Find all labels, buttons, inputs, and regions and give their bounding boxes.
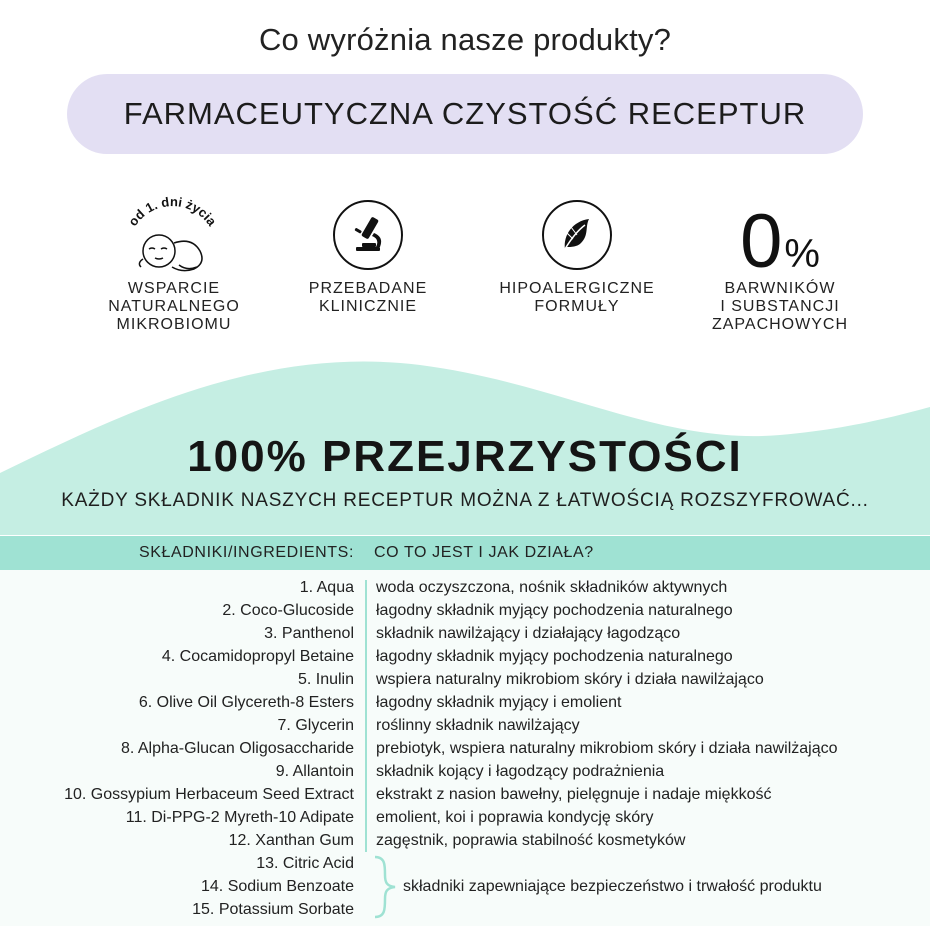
- table-row: [0, 576, 930, 599]
- ingredient-name: 2. Coco-Glucoside: [222, 602, 354, 619]
- table-row: [0, 852, 930, 875]
- feature-clinically-tested: [268, 190, 468, 316]
- ingredient-name: 1. Aqua: [299, 579, 354, 596]
- ingredient-description: woda oczyszczona, nośnik składników aktywnych: [376, 579, 728, 596]
- feature-label-line: FORMUŁY: [534, 298, 620, 315]
- curly-brace-icon: [371, 855, 401, 919]
- ingredient-description: ekstrakt z nasion bawełny, pielęgnuje i nadaje miękkość: [376, 786, 772, 803]
- table-row: [0, 898, 930, 921]
- ingredient-name: 8. Alpha-Glucan Oligosaccharide: [120, 740, 354, 757]
- ingredient-description: łagodny składnik myjący pochodzenia naturalnego: [376, 602, 733, 619]
- ingredient-name: 4. Cocamidopropyl Betaine: [161, 648, 354, 665]
- ingredient-name: 11. Di-PPG-2 Myreth-10 Adipate: [125, 809, 354, 826]
- group-description: składniki zapewniające bezpieczeństwo i trwałość produktu: [403, 878, 822, 895]
- table-header-band: [0, 536, 930, 570]
- ingredient-description: składnik kojący i łagodzący podrażnienia: [376, 763, 665, 780]
- column-header-description: CO TO JEST I JAK DZIAŁA?: [374, 544, 594, 561]
- ingredient-name: 7. Glycerin: [277, 717, 354, 734]
- feature-label-line: BARWNIKÓW: [724, 280, 836, 297]
- ingredient-name: 15. Potassium Sorbate: [192, 901, 354, 918]
- feature-label-line: I SUBSTANCJI: [720, 298, 840, 315]
- feature-label-line: PRZEBADANE: [308, 280, 428, 297]
- transparency-subheadline: KAŻDY SKŁADNIK NASZYCH RECEPTUR MOŻNA Z ŁATWOŚCIĄ ROZSZYFROWAĆ...: [61, 490, 869, 511]
- ingredient-name: 14. Sodium Benzoate: [201, 878, 354, 895]
- purity-banner-text: FARMACEUTYCZNA CZYSTOŚĆ RECEPTUR: [123, 96, 807, 131]
- ingredient-name: 9. Allantoin: [275, 763, 354, 780]
- table-row: [0, 760, 930, 783]
- table-row: [0, 714, 930, 737]
- table-row: [0, 806, 930, 829]
- ingredient-description: łagodny składnik myjący i emolient: [376, 694, 622, 711]
- ingredient-description: wspiera naturalny mikrobiom skóry i działa nawilżająco: [376, 671, 764, 688]
- transparency-headline: 100% PRZEJRZYSTOŚCI: [187, 432, 743, 481]
- ingredient-description: prebiotyk, wspiera naturalny mikrobiom skóry i działa nawilżająco: [376, 740, 838, 757]
- ingredient-name: 10. Gossypium Herbaceum Seed Extract: [64, 786, 354, 803]
- feather-icon: [542, 200, 612, 270]
- ingredient-name: 13. Citric Acid: [256, 855, 354, 872]
- feature-microbiome: [74, 190, 274, 334]
- table-row: [0, 599, 930, 622]
- percent-sign: %: [784, 232, 820, 276]
- feature-label-line: HIPOALERGICZNE: [499, 280, 655, 297]
- ingredient-description: emolient, koi i poprawia kondycję skóry: [376, 809, 654, 826]
- ingredient-description: składnik nawilżający i działający łagodząco: [376, 625, 681, 642]
- table-row: [0, 737, 930, 760]
- feature-no-dyes: [680, 190, 880, 334]
- table-row: [0, 645, 930, 668]
- feature-label-line: WSPARCIE: [127, 280, 221, 297]
- table-row: [0, 829, 930, 852]
- page-question-title: Co wyróżnia nasze produkty?: [258, 22, 672, 57]
- feature-label-line: KLINICZNIE: [318, 298, 417, 315]
- column-header-ingredients: SKŁADNIKI/INGREDIENTS:: [138, 544, 354, 561]
- ingredient-name: 6. Olive Oil Glycereth-8 Esters: [138, 694, 354, 711]
- table-row: [0, 622, 930, 645]
- baby-badge: [74, 190, 274, 280]
- microscope-icon: [333, 200, 403, 270]
- svg-text:od 1. dni życia: [125, 194, 220, 229]
- feature-label-line: ZAPACHOWYCH: [711, 316, 849, 333]
- ingredient-name: 12. Xanthan Gum: [228, 832, 354, 849]
- feature-label-line: NATURALNEGO: [108, 298, 240, 315]
- table-row: [0, 783, 930, 806]
- table-row: [0, 668, 930, 691]
- ingredient-description: roślinny składnik nawilżający: [376, 717, 580, 734]
- table-row: [0, 691, 930, 714]
- purity-banner: [67, 74, 863, 154]
- ingredient-name: 3. Panthenol: [264, 625, 354, 642]
- ingredient-description: łagodny składnik myjący pochodzenia naturalnego: [376, 648, 733, 665]
- feature-hypoallergenic: [477, 190, 677, 316]
- zero-number: 0: [740, 199, 783, 284]
- feature-label-line: MIKROBIOMU: [116, 316, 232, 333]
- baby-icon: [119, 193, 229, 277]
- ingredient-name: 5. Inulin: [297, 671, 354, 688]
- zero-percent-mark: [680, 190, 880, 284]
- baby-badge-text: od 1. dni życia: [125, 194, 220, 229]
- ingredient-description: zagęstnik, poprawia stabilność kosmetyków: [376, 832, 686, 849]
